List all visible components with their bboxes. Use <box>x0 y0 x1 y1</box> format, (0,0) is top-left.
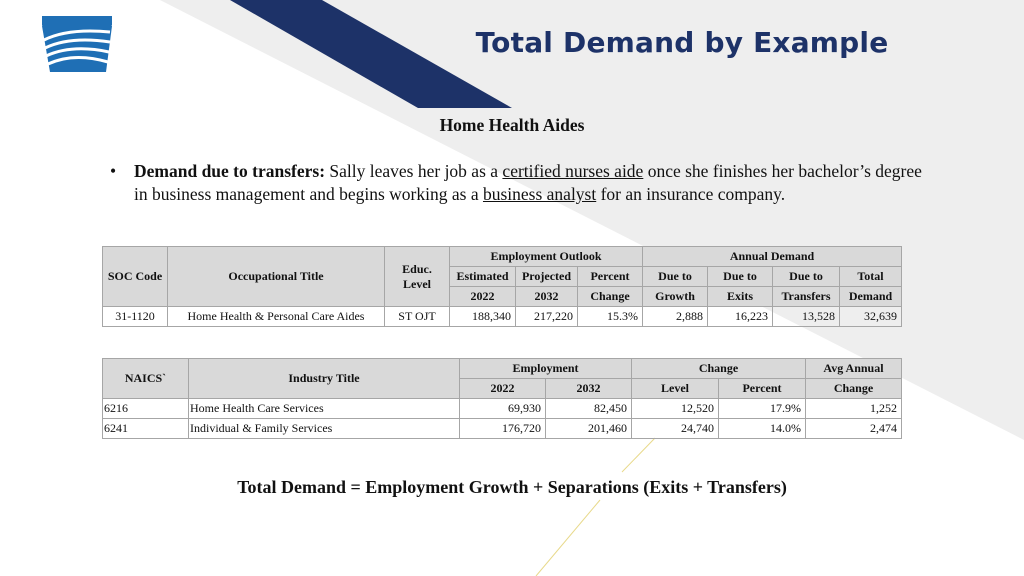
header-estimated: Estimated <box>450 267 516 287</box>
bullet-dot-icon: • <box>110 161 117 181</box>
header-projected: Projected <box>516 267 578 287</box>
header-2022: 2022 <box>460 379 546 399</box>
header-exits: Exits <box>708 287 773 307</box>
occupation-table <box>102 246 902 327</box>
header-annual-demand: Annual Demand <box>643 247 902 267</box>
cell-exits: 16,223 <box>708 307 773 327</box>
cell-educ: ST OJT <box>385 307 450 327</box>
table-row <box>103 307 902 327</box>
bullet-point <box>110 160 930 206</box>
cell-naics: 6216 <box>103 399 189 419</box>
cell-level: 24,740 <box>632 419 719 439</box>
header-soc: SOC Code <box>103 247 168 307</box>
cell-e2032: 201,460 <box>546 419 632 439</box>
bullet-label: Demand due to transfers: <box>134 161 326 181</box>
header-due-to-growth: Due to <box>643 267 708 287</box>
cell-est-2022: 188,340 <box>450 307 516 327</box>
bullet-text-before: Sally leaves her job as a <box>325 161 503 181</box>
cell-proj-2032: 217,220 <box>516 307 578 327</box>
header-demand: Demand <box>840 287 902 307</box>
cell-industry: Individual & Family Services <box>189 419 460 439</box>
header-employment: Employment <box>460 359 632 379</box>
cell-pct-change: 15.3% <box>578 307 643 327</box>
cell-e2032: 82,450 <box>546 399 632 419</box>
header-educ-level: Educ. Level <box>385 247 450 307</box>
bullet-text-after: for an insurance company. <box>596 184 786 204</box>
header-2032: 2032 <box>546 379 632 399</box>
subtitle: Home Health Aides <box>439 115 585 135</box>
cell-avg: 2,474 <box>806 419 902 439</box>
total-demand-formula: Total Demand = Employment Growth + Separations (Exits + Transfers) <box>237 477 787 497</box>
cell-title: Home Health & Personal Care Aides <box>168 307 385 327</box>
cell-percent: 17.9% <box>719 399 806 419</box>
header-occupational-title: Occupational Title <box>168 247 385 307</box>
header-year-2022: 2022 <box>450 287 516 307</box>
cell-avg: 1,252 <box>806 399 902 419</box>
bullet-text-mid: once she finishes her bachelor’s degree in business management and begins working as a <box>134 161 922 204</box>
link-certified-nurses-aide[interactable]: certified nurses aide <box>502 161 644 181</box>
header-percent: Percent <box>719 379 806 399</box>
cell-level: 12,520 <box>632 399 719 419</box>
header-total: Total <box>840 267 902 287</box>
header-due-to-exits: Due to <box>708 267 773 287</box>
header-change: Change <box>578 287 643 307</box>
cell-naics: 6241 <box>103 419 189 439</box>
page-title: Total Demand by Example <box>475 26 889 59</box>
header-transfers: Transfers <box>773 287 840 307</box>
header-avg-annual: Avg Annual <box>806 359 902 379</box>
cell-total: 32,639 <box>840 307 902 327</box>
cell-growth: 2,888 <box>643 307 708 327</box>
table-row <box>103 419 902 439</box>
cell-e2022: 176,720 <box>460 419 546 439</box>
industry-table <box>102 358 902 439</box>
cell-transfers: 13,528 <box>773 307 840 327</box>
link-business-analyst[interactable]: business analyst <box>482 184 597 204</box>
cell-e2022: 69,930 <box>460 399 546 419</box>
header-employment-outlook: Employment Outlook <box>450 247 643 267</box>
header-due-to-transfers: Due to <box>773 267 840 287</box>
table-row <box>103 399 902 419</box>
header-avg-change: Change <box>806 379 902 399</box>
header-change-group: Change <box>632 359 806 379</box>
header-growth: Growth <box>643 287 708 307</box>
cell-percent: 14.0% <box>719 419 806 439</box>
header-percent: Percent <box>578 267 643 287</box>
header-naics: NAICS` <box>103 359 189 399</box>
cell-soc: 31-1120 <box>103 307 168 327</box>
bullet-text <box>134 160 930 206</box>
header-industry-title: Industry Title <box>189 359 460 399</box>
cell-industry: Home Health Care Services <box>189 399 460 419</box>
header-level: Level <box>632 379 719 399</box>
header-year-2032: 2032 <box>516 287 578 307</box>
